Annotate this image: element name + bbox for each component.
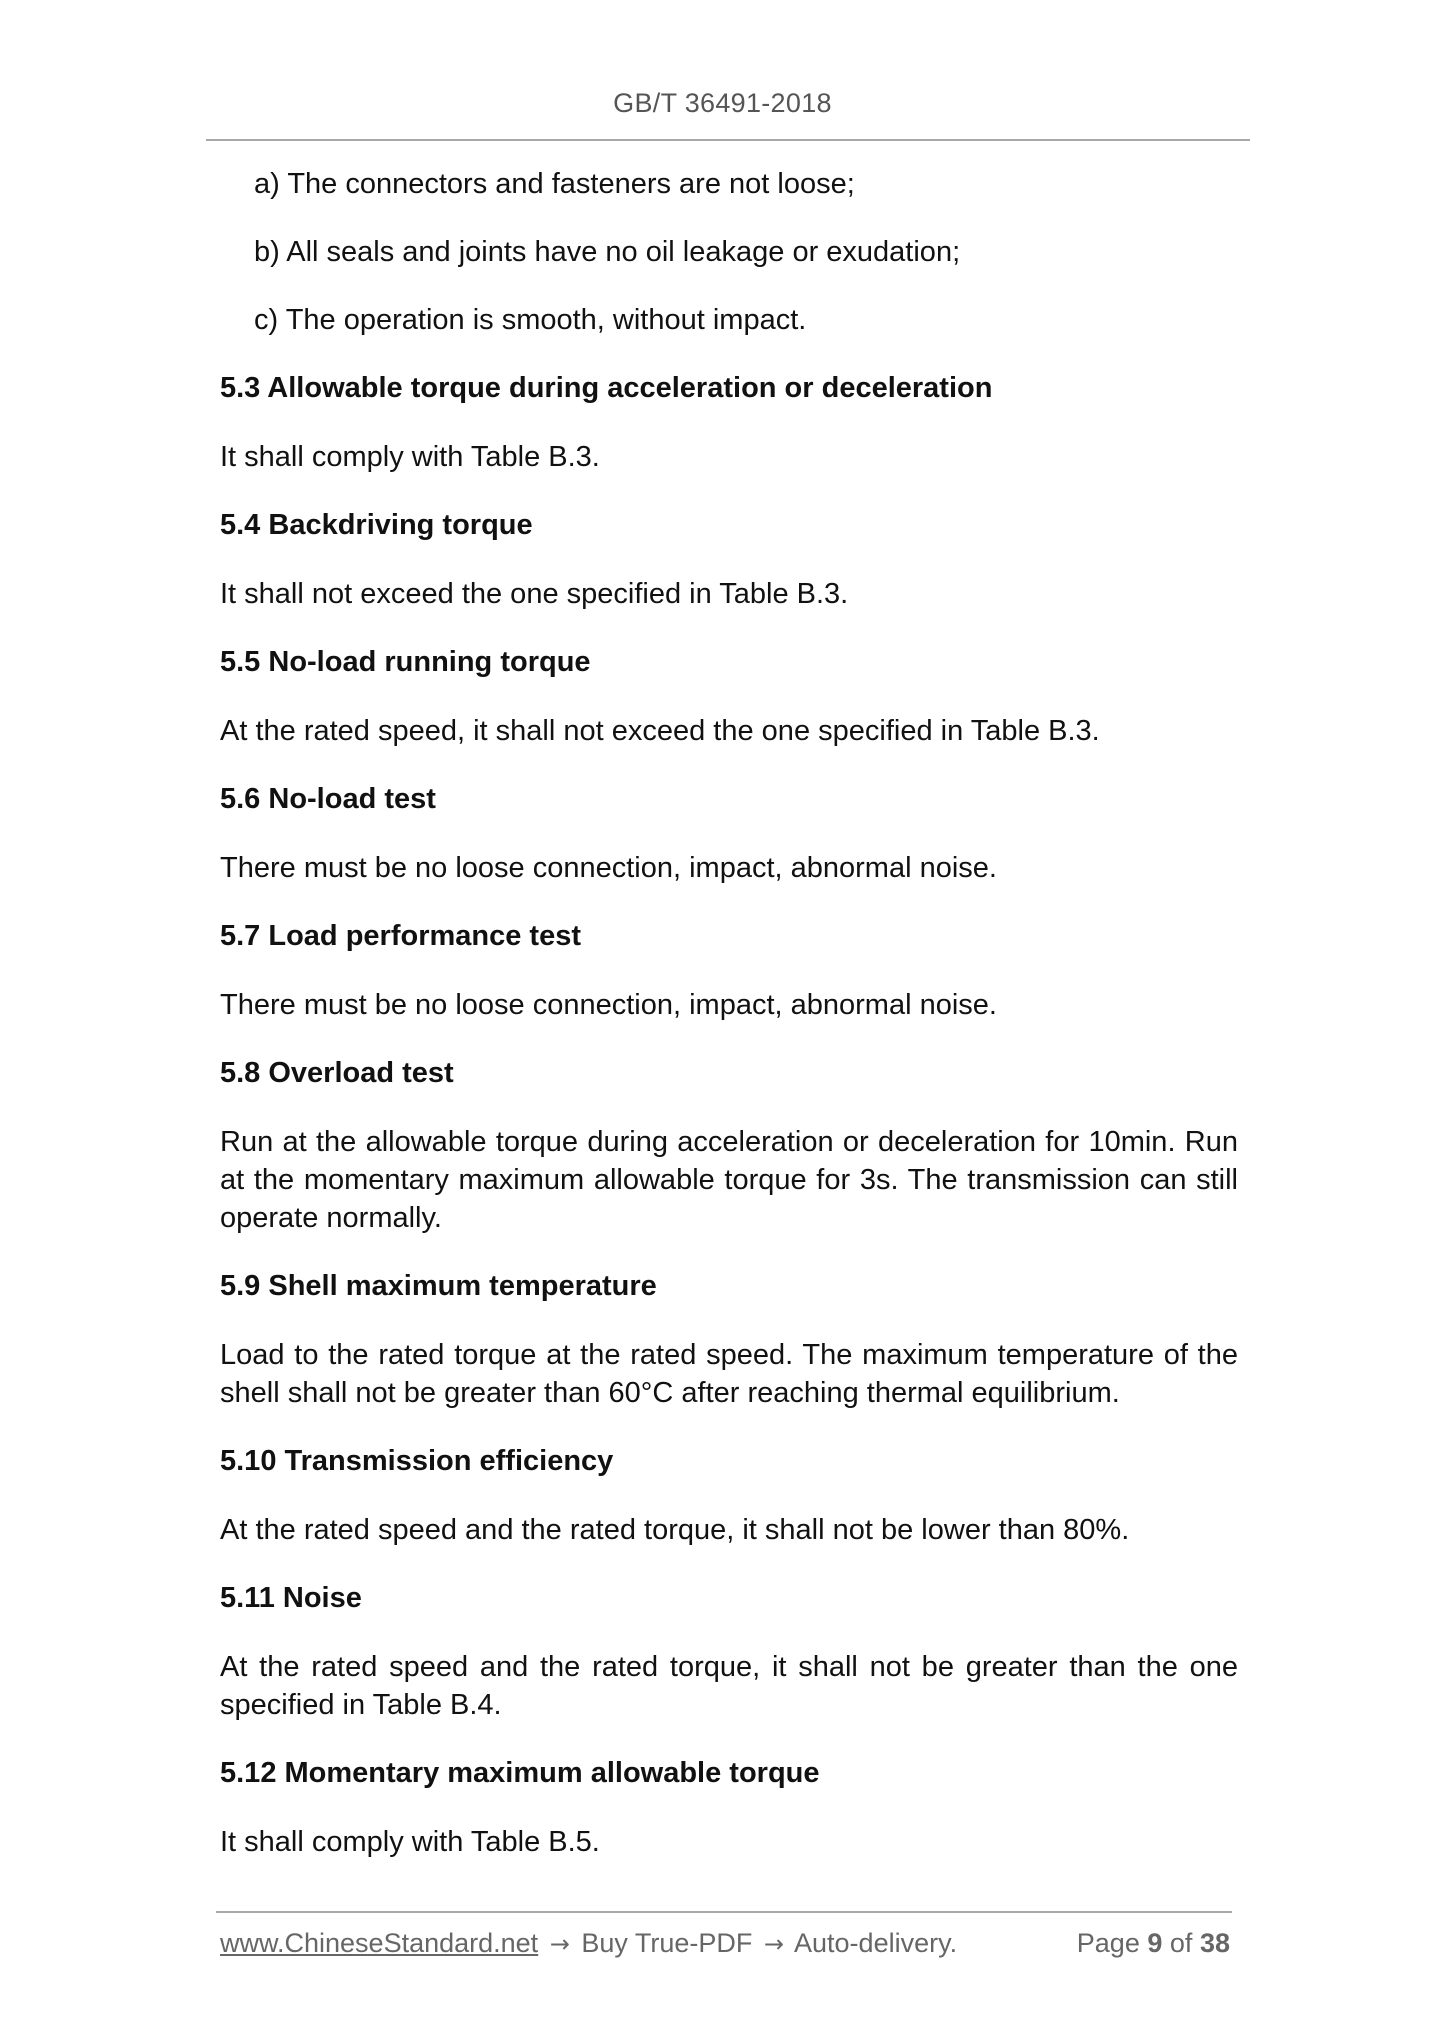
arrow-right-icon: → xyxy=(763,1930,784,1958)
section-text-5-10: At the rated speed and the rated torque, it shall not be lower than 80%. xyxy=(220,1514,1130,1546)
page-footer xyxy=(220,1928,1230,1968)
section-text-5-6: There must be no loose connection, impact, abnormal noise. xyxy=(220,852,997,884)
section-heading-5-9: 5.9 Shell maximum temperature xyxy=(220,1270,657,1302)
list-item-b: b) All seals and joints have no oil leakage or exudation; xyxy=(254,236,961,268)
section-text-5-8: Run at the allowable torque during acceleration or deceleration for 10min. Run at the momentary maximum allowable torque for 3s. The transmission can still operate normally. xyxy=(220,1126,1238,1234)
page-number: 9 xyxy=(1147,1928,1163,1958)
section-text-5-7: There must be no loose connection, impact, abnormal noise. xyxy=(220,989,997,1021)
buy-true-pdf-text: Buy True-PDF xyxy=(581,1928,753,1958)
section-heading-5-4: 5.4 Backdriving torque xyxy=(220,509,533,541)
arrow-right-icon: → xyxy=(549,1930,570,1958)
page-body xyxy=(220,166,1238,1892)
list-item-a: a) The connectors and fasteners are not loose; xyxy=(254,168,855,200)
of-label: of xyxy=(1169,1928,1193,1958)
section-heading-5-10: 5.10 Transmission efficiency xyxy=(220,1445,614,1477)
section-text-5-4: It shall not exceed the one specified in Table B.3. xyxy=(220,578,849,610)
section-heading-5-8: 5.8 Overload test xyxy=(220,1057,454,1089)
auto-delivery-text: Auto-delivery. xyxy=(794,1928,958,1958)
section-text-5-3: It shall comply with Table B.3. xyxy=(220,441,600,473)
list-item-c: c) The operation is smooth, without impact. xyxy=(254,304,807,336)
section-text-5-12: It shall comply with Table B.5. xyxy=(220,1826,600,1858)
section-heading-5-7: 5.7 Load performance test xyxy=(220,920,581,952)
section-heading-5-6: 5.6 No-load test xyxy=(220,783,436,815)
section-heading-5-11: 5.11 Noise xyxy=(220,1582,362,1614)
total-pages: 38 xyxy=(1199,1928,1230,1958)
page-indicator xyxy=(1077,1928,1230,1959)
section-text-5-5: At the rated speed, it shall not exceed the one specified in Table B.3. xyxy=(220,715,1100,747)
section-heading-5-5: 5.5 No-load running torque xyxy=(220,646,591,678)
section-heading-5-3: 5.3 Allowable torque during acceleration or deceleration xyxy=(220,372,993,404)
header-divider xyxy=(206,139,1250,141)
footer-promo xyxy=(220,1928,957,1959)
section-text-5-9: Load to the rated torque at the rated speed. The maximum temperature of the shell shall not be greater than 60°C after reaching thermal equilibrium. xyxy=(220,1339,1238,1409)
section-heading-5-12: 5.12 Momentary maximum allowable torque xyxy=(220,1757,820,1789)
document-id-header: GB/T 36491-2018 xyxy=(613,88,832,118)
section-text-5-11: At the rated speed and the rated torque, it shall not be greater than the one specified in Table B.4. xyxy=(220,1651,1238,1721)
page-label: Page xyxy=(1076,1928,1140,1958)
footer-divider xyxy=(216,1911,1232,1913)
chinese-standard-link[interactable]: www.ChineseStandard.net xyxy=(220,1928,539,1958)
